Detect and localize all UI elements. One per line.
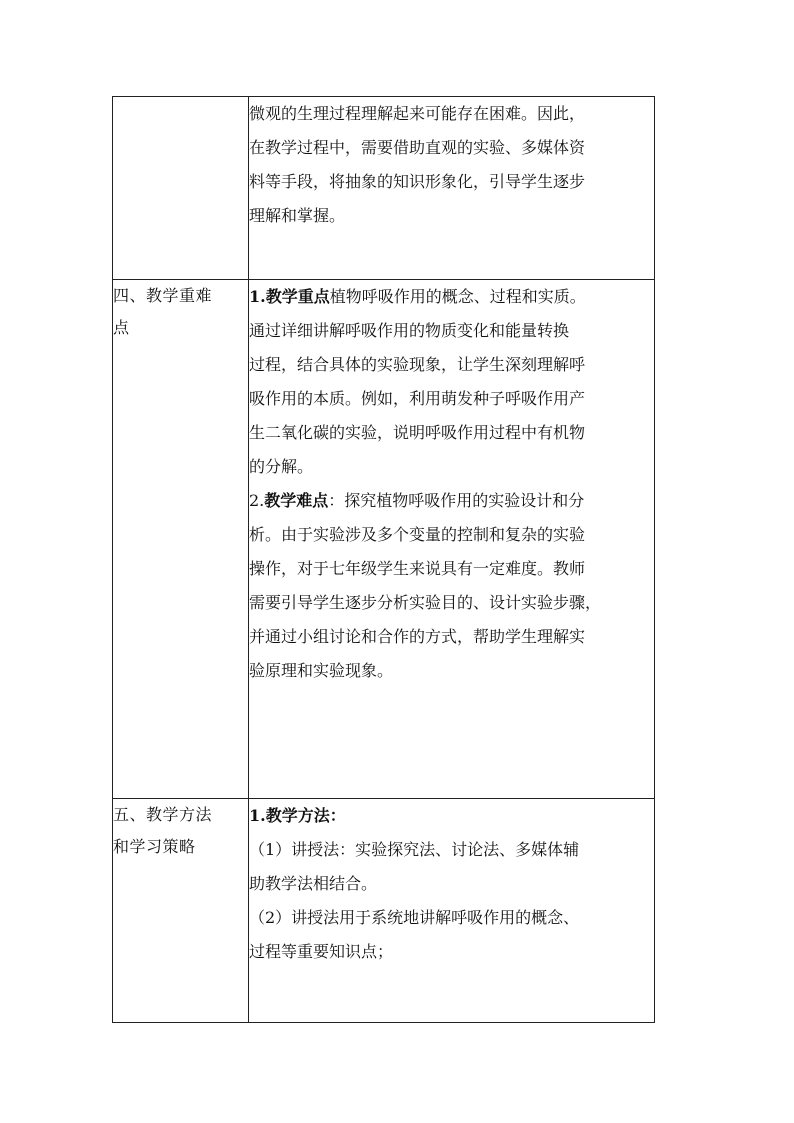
text-line: 助教学法相结合。 (249, 874, 378, 893)
text-line: 微观的生理过程理解起来可能存在困难。因此， (249, 104, 586, 123)
key-point-label: 1.教学重点 (249, 287, 330, 306)
row-heading-line: 五、教学方法 (113, 805, 213, 824)
text-line: （1）讲授法：实验探究法、讨论法、多媒体辅 (249, 840, 580, 859)
difficulty-number: 2. (249, 491, 265, 510)
table-row (113, 799, 655, 1023)
row-content-cell (249, 97, 655, 280)
text-line: 操作，对于七年级学生来说具有一定难度。教师 (249, 559, 586, 578)
text-line: 需要引导学生逐步分析实验目的、设计实验步骤， (249, 593, 602, 612)
row-heading-line: 点 (113, 318, 130, 337)
text-line: 料等手段，将抽象的知识形象化，引导学生逐步 (249, 172, 586, 191)
row-content-cell (249, 799, 655, 1023)
row-heading-cell (113, 280, 249, 799)
text-line: 析。由于实验涉及多个变量的控制和复杂的实验 (249, 525, 586, 544)
table-row (113, 280, 655, 799)
difficulty-label: 教学难点 (264, 491, 329, 510)
difficulty-heading (249, 484, 654, 518)
row-content-cell (249, 280, 655, 799)
row-heading-cell (113, 799, 249, 1023)
lesson-plan-table (112, 96, 655, 1023)
method-heading: 1.教学方法： (249, 806, 346, 825)
text-line: 吸作用的本质。例如，利用萌发种子呼吸作用产 (249, 389, 586, 408)
text-line: 在教学过程中，需要借助直观的实验、多媒体资 (249, 138, 586, 157)
key-point-heading (249, 280, 654, 314)
table-row (113, 97, 655, 280)
text-line: 的分解。 (249, 457, 314, 476)
text-line: 并通过小组讨论和合作的方式，帮助学生理解实 (249, 627, 586, 646)
text-line: （2）讲授法用于系统地讲解呼吸作用的概念、 (249, 908, 580, 927)
row-heading-line: 四、教学重难 (113, 286, 213, 305)
difficulty-text: ：探究植物呼吸作用的实验设计和分 (328, 491, 585, 510)
row-heading-cell (113, 97, 249, 280)
text-line: 过程等重要知识点； (249, 942, 394, 961)
text-line: 过程，结合具体的实验现象，让学生深刻理解呼 (249, 355, 586, 374)
text-line: 生二氧化碳的实验，说明呼吸作用过程中有机物 (249, 423, 586, 442)
text-line: 验原理和实验现象。 (249, 661, 394, 680)
key-point-text: 植物呼吸作用的概念、过程和实质。 (329, 287, 586, 306)
text-line: 理解和掌握。 (249, 206, 346, 225)
text-line: 通过详细讲解呼吸作用的物质变化和能量转换 (249, 321, 570, 340)
row-heading-line: 和学习策略 (113, 837, 196, 856)
